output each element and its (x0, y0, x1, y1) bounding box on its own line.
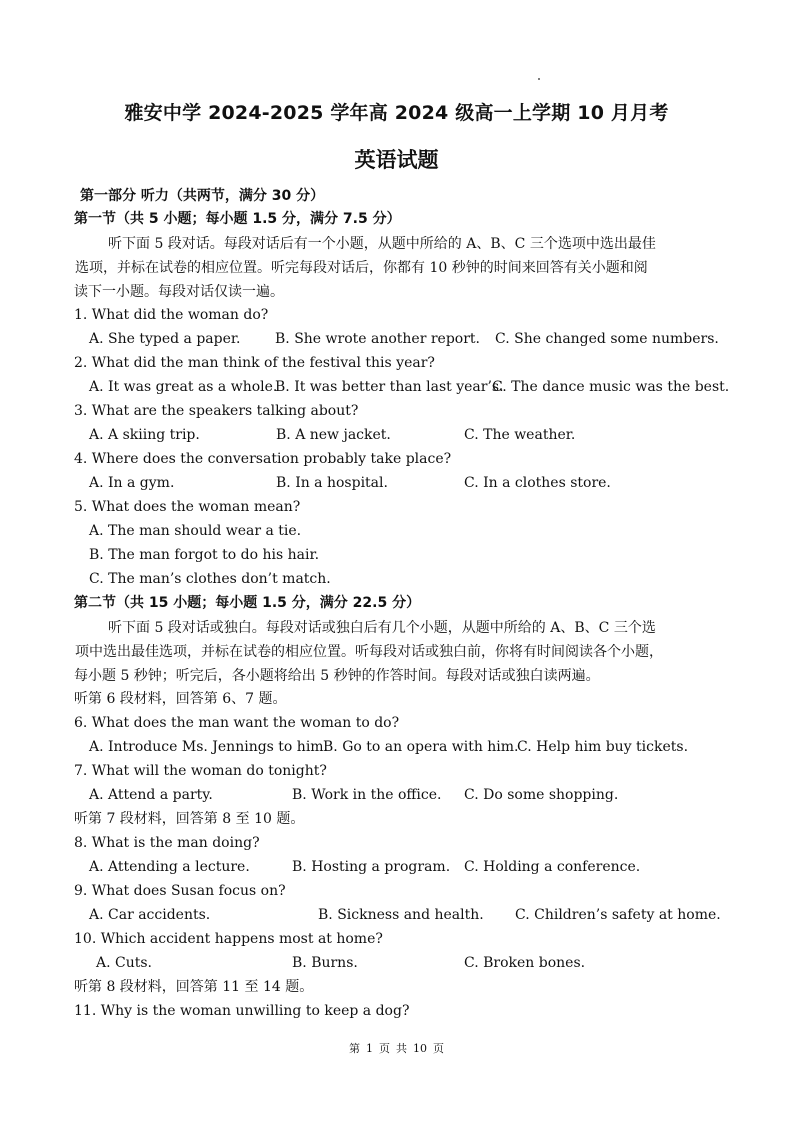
q1-option-b: B. She wrote another report. (275, 331, 480, 347)
footer-text: 页 (433, 1042, 444, 1055)
q6-option-a: A. Introduce Ms. Jennings to him. (89, 739, 329, 755)
q2-option-b: B. It was better than last year’s. (275, 379, 504, 395)
footer-text: 页 (379, 1042, 390, 1055)
material-6-note: 听第 6 段材料，回答第 6、7 题。 (74, 691, 287, 707)
q8-option-a: A. Attending a lecture. (89, 859, 250, 875)
section2-heading: 第二节（共 15 小题；每小题 1.5 分，满分 22.5 分） (74, 595, 421, 611)
q5-option-c: C. The man’s clothes don’t match. (89, 571, 331, 587)
material-8-note: 听第 8 段材料，回答第 11 至 14 题。 (74, 979, 314, 995)
q6-option-c: C. Help him buy tickets. (517, 739, 689, 755)
question-8: 8. What is the man doing? (74, 835, 260, 851)
q5-option-b: B. The man forgot to do his hair. (89, 547, 320, 563)
q4-option-c: C. In a clothes store. (464, 475, 611, 491)
question-2: 2. What did the man think of the festival this year? (74, 355, 435, 371)
q4-option-b: B. In a hospital. (276, 475, 388, 491)
q9-option-b: B. Sickness and health. (318, 907, 484, 923)
question-5: 5. What does the woman mean? (74, 499, 301, 515)
question-7: 7. What will the woman do tonight? (74, 763, 327, 779)
q4-option-a: A. In a gym. (89, 475, 175, 491)
speck (538, 78, 540, 80)
q3-option-c: C. The weather. (464, 427, 576, 443)
section1-instructions-1: 听下面 5 段对话。每段对话后有一个小题，从题中所给的 A、B、C 三个选项中选出最佳 (108, 236, 656, 252)
footer-text: 第 (349, 1042, 360, 1055)
section2-instructions-3: 每小题 5 秒钟；听完后，各小题将给出 5 秒钟的作答时间。每段对话或独白读两遍。 (74, 668, 600, 684)
q7-option-b: B. Work in the office. (292, 787, 442, 803)
q3-option-b: B. A new jacket. (276, 427, 391, 443)
q9-option-a: A. Car accidents. (89, 907, 211, 923)
q9-option-c: C. Children’s safety at home. (515, 907, 721, 923)
q8-option-c: C. Holding a conference. (464, 859, 641, 875)
section1-instructions-3: 读下一小题。每段对话仅读一遍。 (74, 284, 284, 300)
q7-option-c: C. Do some shopping. (464, 787, 619, 803)
page-footer (0, 1040, 793, 1056)
question-1: 1. What did the woman do? (74, 307, 269, 323)
section2-instructions-2: 项中选出最佳选项，并标在试卷的相应位置。听每段对话或独白前，你将有时间阅读各个小题， (75, 644, 663, 660)
footer-text: 共 (396, 1042, 407, 1055)
q8-option-b: B. Hosting a program. (292, 859, 451, 875)
question-10: 10. Which accident happens most at home? (74, 931, 383, 947)
q5-option-a: A. The man should wear a tie. (89, 523, 302, 539)
question-6: 6. What does the man want the woman to do? (74, 715, 400, 731)
q6-option-b: B. Go to an opera with him. (323, 739, 519, 755)
q2-option-c: C. The dance music was the best. (492, 379, 730, 395)
q3-option-a: A. A skiing trip. (89, 427, 200, 443)
material-7-note: 听第 7 段材料，回答第 8 至 10 题。 (74, 811, 305, 827)
question-3: 3. What are the speakers talking about? (74, 403, 359, 419)
q10-option-b: B. Burns. (292, 955, 358, 971)
section1-instructions-2: 选项，并标在试卷的相应位置。听完每段对话后，你都有 10 秒钟的时间来回答有关小题和阅 (75, 260, 648, 276)
exam-title: 雅安中学 2024-2025 学年高 2024 级高一上学期 10 月月考 (124, 102, 669, 124)
question-4: 4. Where does the conversation probably take place? (74, 451, 452, 467)
part1-heading: 第一部分 听力（共两节，满分 30 分） (80, 188, 325, 204)
total-pages: 10 (413, 1042, 427, 1055)
q1-option-a: A. She typed a paper. (89, 331, 241, 347)
q10-option-a: A. Cuts. (96, 955, 152, 971)
section2-instructions-1: 听下面 5 段对话或独白。每段对话或独白后有几个小题，从题中所给的 A、B、C 三个选 (108, 620, 656, 636)
q2-option-a: A. It was great as a whole. (89, 379, 278, 395)
section1-heading: 第一节（共 5 小题；每小题 1.5 分，满分 7.5 分） (74, 211, 401, 227)
question-11: 11. Why is the woman unwilling to keep a dog? (74, 1003, 410, 1019)
q10-option-c: C. Broken bones. (464, 955, 586, 971)
exam-subtitle: 英语试题 (354, 148, 439, 172)
q7-option-a: A. Attend a party. (89, 787, 213, 803)
question-9: 9. What does Susan focus on? (74, 883, 286, 899)
page-number: 1 (366, 1042, 373, 1055)
q1-option-c: C. She changed some numbers. (495, 331, 719, 347)
